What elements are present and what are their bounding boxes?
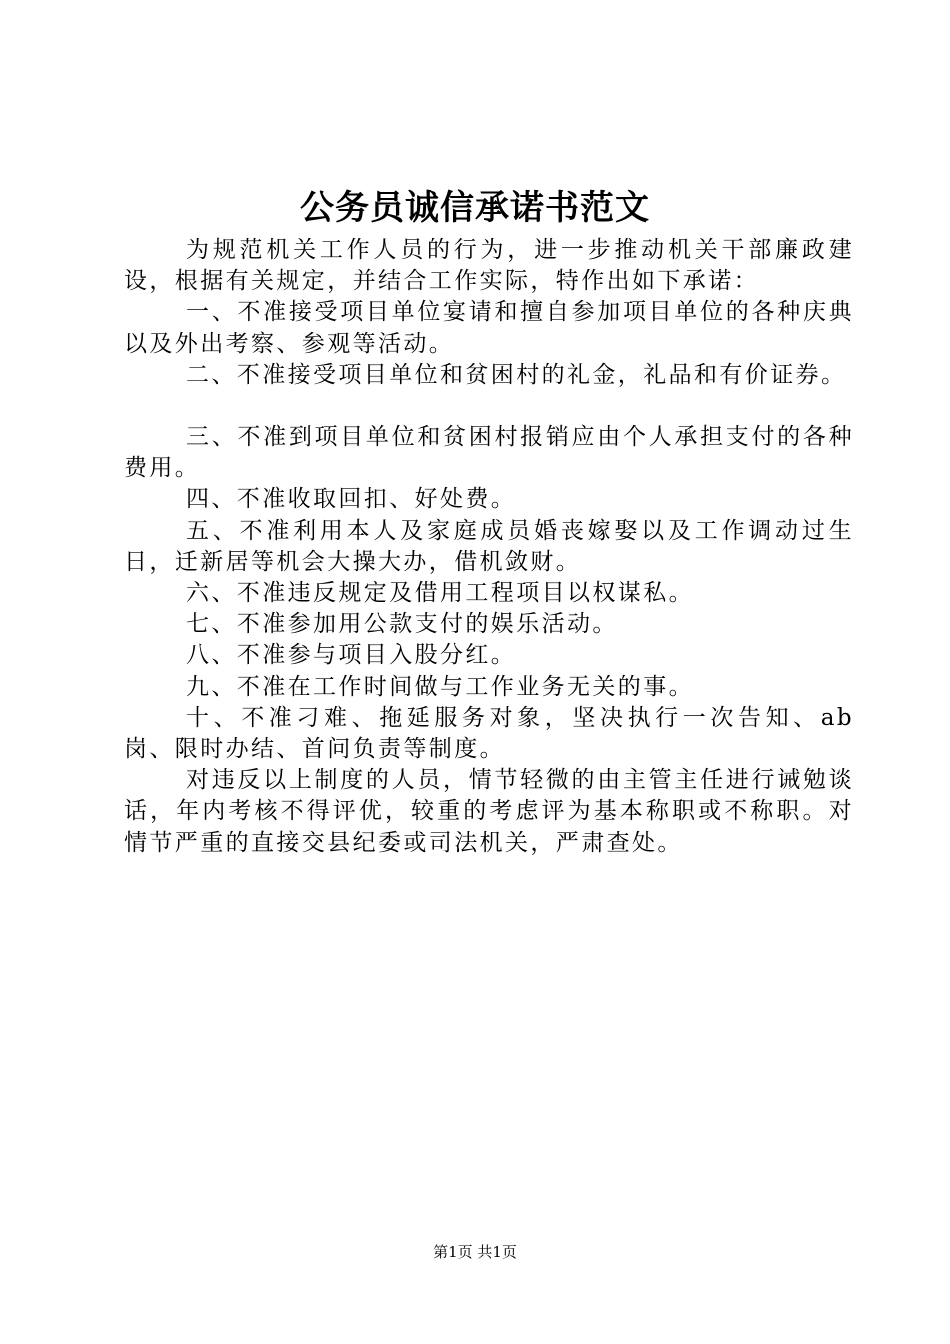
closing-paragraph: 对违反以上制度的人员，情节轻微的由主管主任进行诫勉谈话，年内考核不得评优，较重的考虑评为基本称职或不称职。对情节严重的直接交县纪委或司法机关，严肃查处。 bbox=[124, 767, 854, 856]
document-body bbox=[124, 235, 854, 859]
pledge-item-5: 五、不准利用本人及家庭成员婚丧嫁娶以及工作调动过生日，迁新居等机会大操大办，借机敛财。 bbox=[124, 517, 854, 575]
pledge-item-6: 六、不准违反规定及借用工程项目以权谋私。 bbox=[186, 580, 694, 607]
pledge-item-2: 二、不准接受项目单位和贫困村的礼金，礼品和有价证券。 bbox=[186, 361, 847, 388]
pledge-item-10: 十、不准刁难、拖延服务对象，坚决执行一次告知、ab岗、限时办结、首问负责等制度。 bbox=[124, 704, 854, 763]
intro-paragraph: 为规范机关工作人员的行为，进一步推动机关干部廉政建设，根据有关规定，并结合工作实际，特作出如下承诺： bbox=[124, 237, 854, 295]
pledge-item-7: 七、不准参加用公款支付的娱乐活动。 bbox=[186, 611, 618, 638]
page-footer: 第1页 共1页 bbox=[433, 1243, 517, 1261]
pledge-item-4: 四、不准收取回扣、好处费。 bbox=[186, 486, 517, 513]
document-title: 公务员诚信承诺书范文 bbox=[300, 188, 650, 228]
pledge-item-3: 三、不准到项目单位和贫困村报销应由个人承担支付的各种费用。 bbox=[124, 424, 854, 482]
pledge-item-9: 九、不准在工作时间做与工作业务无关的事。 bbox=[186, 673, 694, 700]
pledge-item-1: 一、不准接受项目单位宴请和擅自参加项目单位的各种庆典以及外出考察、参观等活动。 bbox=[124, 299, 854, 357]
pledge-item-8: 八、不准参与项目入股分红。 bbox=[186, 642, 517, 669]
